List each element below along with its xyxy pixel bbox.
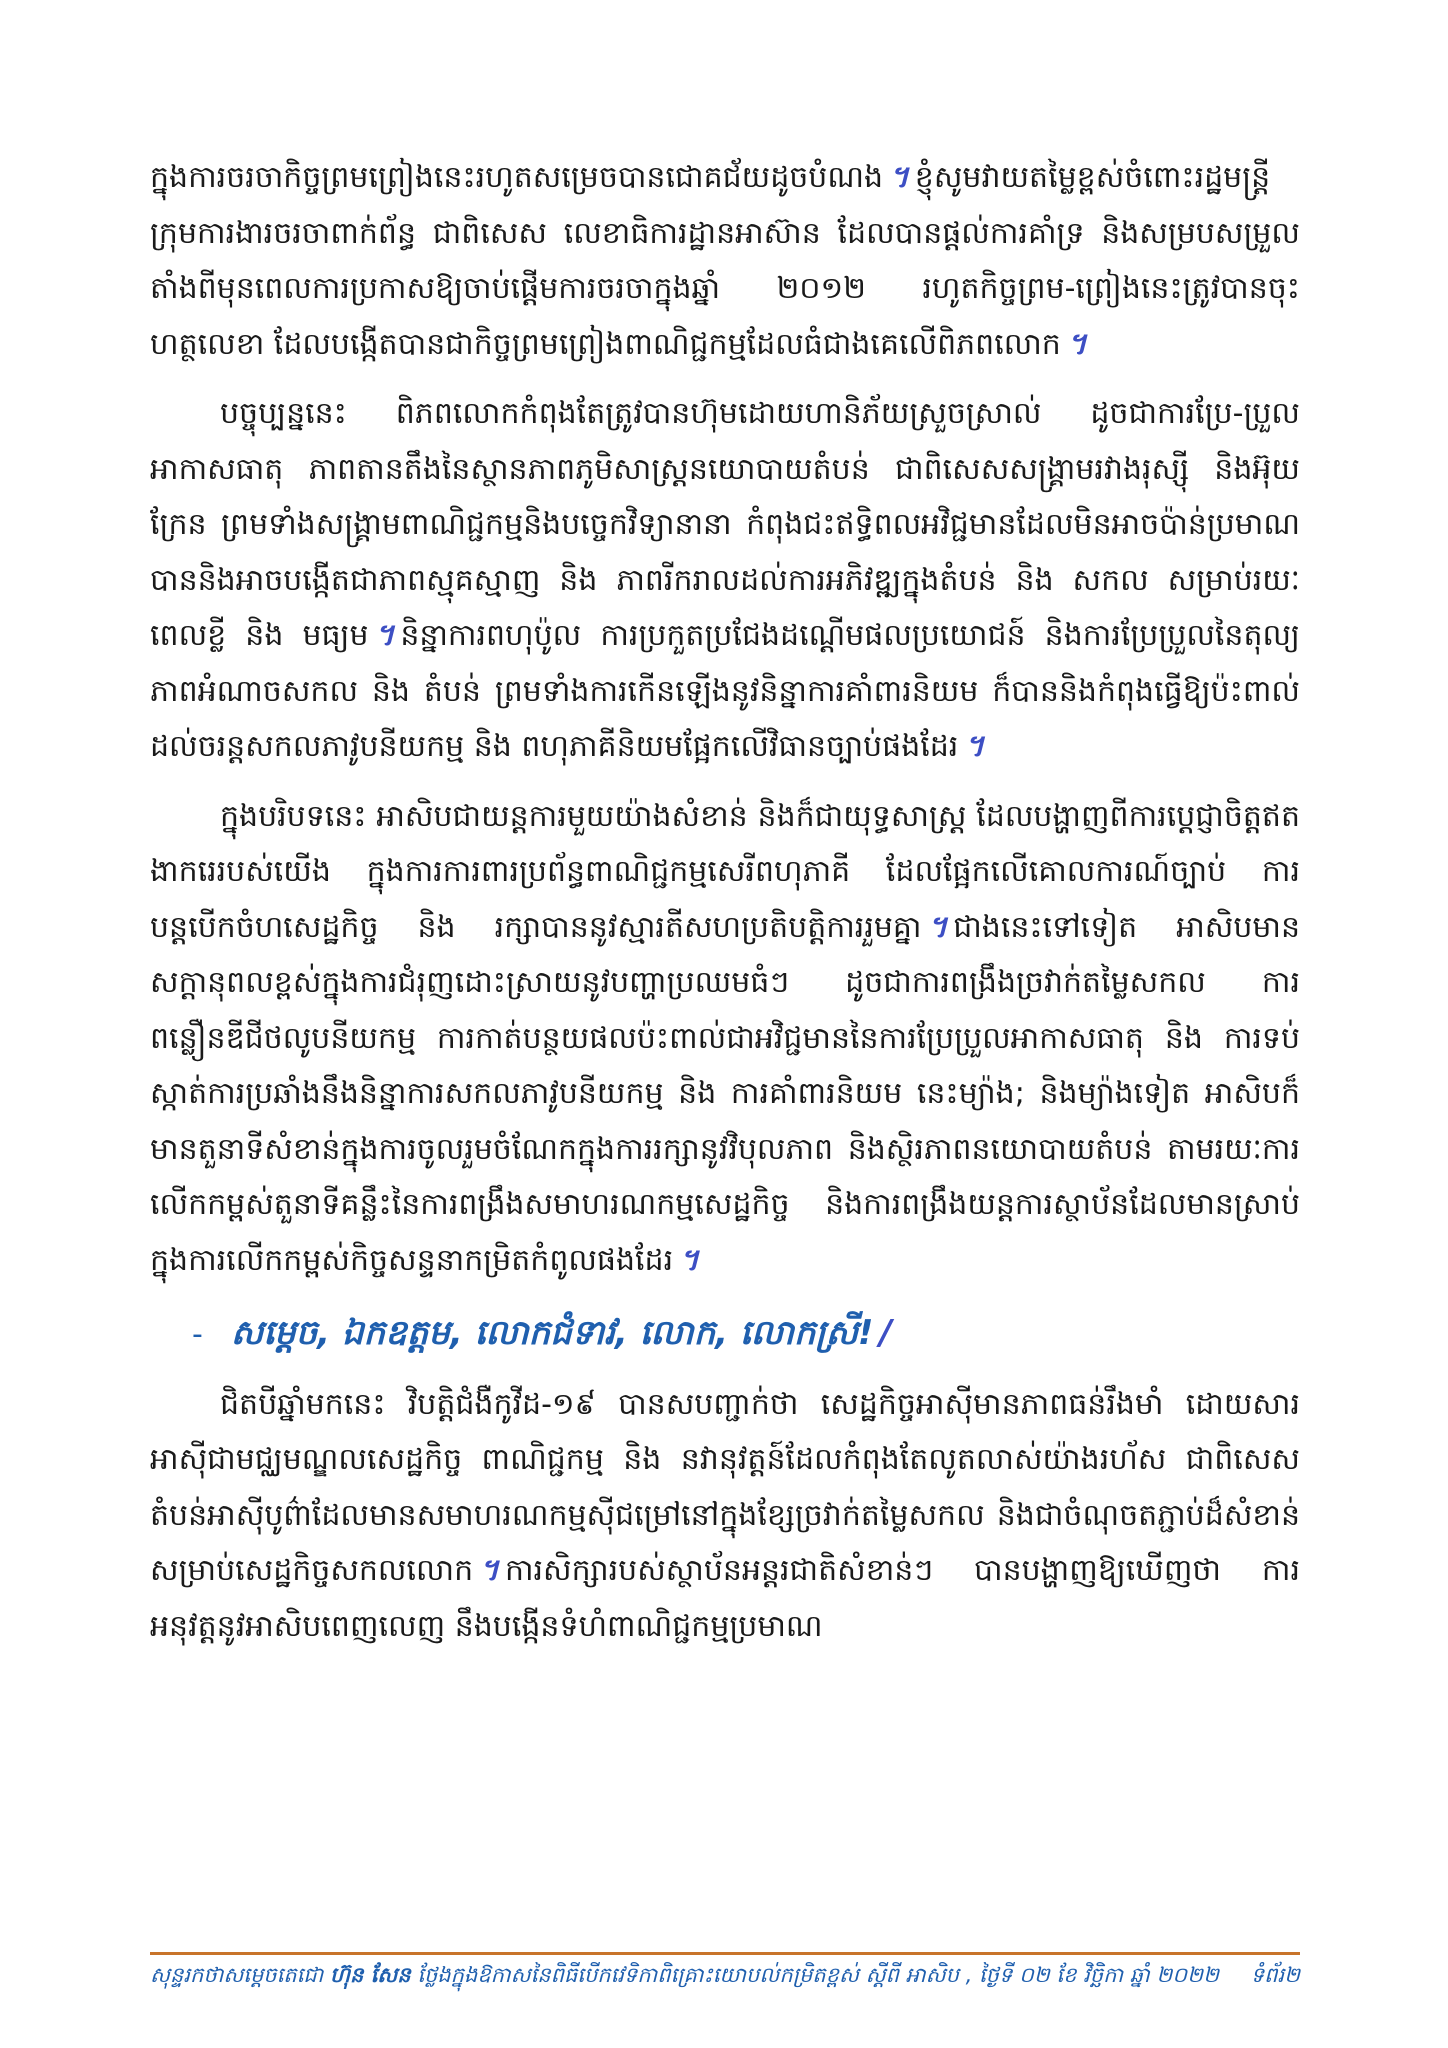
check-mark: ។ <box>679 1242 699 1278</box>
paragraph-3-text-b: ជាងនេះទៅទៀត អាសិបមានសក្តានុពលខ្ពស់ក្នុងការជំរុញដោះស្រាយនូវបញ្ហាប្រឈមធំៗ ដូចជាការពង្រឹងច្រវាក់តម្លៃសកល ការពន្លឿនឌីជីថលូបនីយកម្ម ការកាត់បន្ថយផលប៉ះពាល់ជាអវិជ្ជមាននៃការប្រែប្រួលអាកាសធាតុ និង ការទប់ស្កាត់ការប្រឆាំងនឹងនិន្នាការសកលភាវូបនីយកម្ម និង ការគាំពារនិយម នេះម្យ៉ាង; និងម្យ៉ាងទៀត អាសិបក៏មានតួនាទីសំខាន់ក្នុងការចូលរួមចំណែកក្នុងការរក្សានូវវិបុលភាព និងស្ថិរភាពនយោបាយតំបន់ តាមរយៈការលើកកម្ពស់តួនាទីគន្លឹះនៃការពង្រឹងសមាហរណកម្មសេដ្ឋកិច្ច និងការពង្រឹងយន្តការស្ថាប័នដែលមានស្រាប់ក្នុងការលើកកម្ពស់កិច្ចសន្ទនាកម្រិតកំពូលផងដែរ <box>150 909 1300 1278</box>
footer-caption <box>150 1962 1219 1993</box>
footer-rule <box>150 1952 1300 1955</box>
page-footer <box>150 1962 1300 1993</box>
paragraph-4-text-b: ការសិក្សារបស់ស្ថាប័នអន្តរជាតិសំខាន់ៗ បានបង្ហាញឱ្យឃើញថា ការអនុវត្តនូវអាសិបពេញលេញ នឹងបង្កើនទំហំពាណិជ្ជកម្មប្រមាណ <box>150 1553 1300 1644</box>
page-number: ទំព័រ២ <box>1250 1963 1300 1987</box>
footer-speaker-name: ហ៊ុន សែន <box>329 1963 411 1987</box>
paragraph-4-text-a: ជិតបីឆ្នាំមកនេះ វិបត្តិជំងឺកូវីដ-១៩ បានសបញ្ជាក់ថា សេដ្ឋកិច្ចអាស៊ីមានភាពធន់រឹងមាំ ដោយសារអាស៊ីជាមជ្ឈមណ្ឌលសេដ្ឋកិច្ច ពាណិជ្ជកម្ម និង នវានុវត្តន៍ដែលកំពុងតែលូតលាស់យ៉ាងរហ័ស ជាពិសេសតំបន់អាស៊ីបូព៌ាដែលមានសមាហរណកម្មស៊ីជម្រៅនៅក្នុងខ្សែច្រវាក់តម្លៃសកល និងជាចំណុចតភ្ជាប់ដ៏សំខាន់សម្រាប់សេដ្ឋកិច្ចសកលលោក <box>150 1386 1300 1588</box>
salutation-text: សម្តេច, ឯកឧត្តម, លោកជំទាវ, លោក, លោកស្រី! <box>230 1313 874 1353</box>
paragraph-1-text-b: ខ្ញុំសូមវាយតម្លៃខ្ពស់ចំពោះរដ្ឋមន្ត្រី ក្រុមការងារចរចាពាក់ព័ន្ធ ជាពិសេស លេខាធិការដ្ឋានអាស៊ាន ដែលបានផ្តល់ការគាំទ្រ និងសម្របសម្រួលតាំងពីមុនពេលការប្រកាសឱ្យចាប់ផ្តើមការចរចាក្នុងឆ្នាំ ២០១២ រហូតកិច្ចព្រម-ព្រៀងនេះត្រូវបានចុះហត្ថលេខា ដែលបង្កើតបានជាកិច្ចព្រមព្រៀងពាណិជ្ជកម្មដែលធំជាងគេលើពិភពលោក <box>150 160 1300 362</box>
check-mark: ។ <box>1066 326 1087 362</box>
footer-prefix: សុន្ទរកថាសម្តេចតេជោ <box>150 1963 324 1987</box>
paragraph-2-text-b: និន្នាការពហុប៉ូល ការប្រកួតប្រជែងដណ្តើមផលប្រយោជន៍ និងការប្រែប្រួលនៃតុល្យភាពអំណាចសកល និង តំបន់ ព្រមទាំងការកើនឡើងនូវនិន្នាការគាំពារនិយម ក៏បាននិងកំពុងធ្វើឱ្យប៉ះពាល់ដល់ចរន្តសកលភាវូបនីយកម្ម និង ពហុភាគីនិយមផ្អែកលើវិធានច្បាប់ផងដែរ <box>150 618 1300 764</box>
bullet-dash: - <box>192 1317 203 1352</box>
salutation-heading <box>150 1306 1300 1363</box>
check-mark: ។ <box>964 729 985 764</box>
check-mark: ។ <box>374 618 395 653</box>
paragraph-3-text-a: ក្នុងបរិបទនេះ អាសិបជាយន្តការមួយយ៉ាងសំខាន់ និងក៏ជាយុទ្ធសាស្ត្រ ដែលបង្ហាញពីការប្តេជ្ញាចិត្តឥតងាករេរបស់យើង ក្នុងការការពារប្រព័ន្ធពាណិជ្ជកម្មសេរីពហុភាគី ដែលផ្អែកលើគោលការណ៍ច្បាប់ ការបន្តបើកចំហសេដ្ឋកិច្ច និង រក្សាបាននូវស្មារតីសហប្រតិបត្តិការរួមគ្នា <box>150 798 1300 945</box>
paragraph-3 <box>150 789 1300 1289</box>
paragraph-2 <box>150 386 1300 775</box>
check-mark: ។ <box>479 1553 499 1588</box>
salutation-title <box>231 1306 898 1362</box>
check-mark: ។ <box>889 160 909 195</box>
check-mark: ។ <box>927 909 948 945</box>
footer-suffix: ថ្លែងក្នុងឱកាសនៃពិធីបើកវេទិកាពិគ្រោះយោបល់កម្រិតខ្ពស់ ស្តីពី អាសិប , ថ្ងៃទី ០២ ខែ វិច្ឆិកា ឆ្នាំ ២០២២ <box>417 1963 1219 1987</box>
paragraph-2-text-a: បច្ចុប្បន្ននេះ ពិភពលោកកំពុងតែត្រូវបានហ៊ុមដោយហានិភ័យស្រួចស្រាល់ ដូចជាការប្រែ-ប្រួលអាកាសធាតុ ភាពតានតឹងនៃស្ថានភាពភូមិសាស្ត្រនយោបាយតំបន់ ជាពិសេសសង្គ្រាមរវាងរុស្ស៊ី និងអ៊ុយក្រែន ព្រមទាំងសង្គ្រាមពាណិជ្ជកម្មនិងបច្ចេកវិទ្យានានា កំពុងជះឥទ្ធិពលអវិជ្ជមានដែលមិនអាចប៉ាន់ប្រមាណបាននិងអាចបង្កើតជាភាពស្មុគស្មាញ និង ភាពរីករាលដល់ការអភិវឌ្ឍក្នុងតំបន់ និង សកល សម្រាប់រយៈពេលខ្លី និង មធ្យម <box>150 396 1300 653</box>
paragraph-1 <box>150 150 1300 372</box>
paragraph-1-text-a: ក្នុងការចរចាកិច្ចព្រមព្រៀងនេះរហូតសម្រេចបានជោគជ័យដូចបំណង <box>150 160 884 195</box>
speech-body <box>150 150 1300 1654</box>
paragraph-4 <box>150 1377 1300 1655</box>
slash-mark: / <box>879 1313 892 1353</box>
